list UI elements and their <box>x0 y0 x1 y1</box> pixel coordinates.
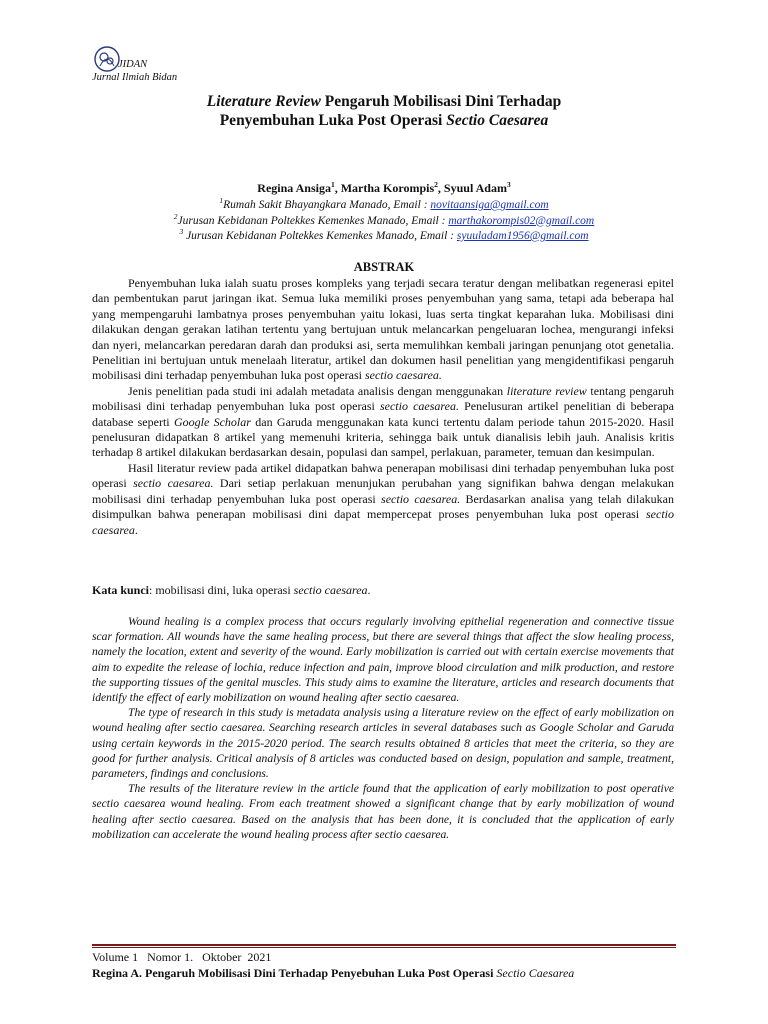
text-run: Penyembuhan luka ialah suatu proses kompleks yang terjadi secara teratur dengan melibatkan regenerasi epitel dan pembentukan parut jaringan ikat. Semua luka memiliki proses penyembuhan yang sama, tetapi ada beberapa hal yang mempengaruhi lambatnya proses penyembuhan yaitu lokasi, luas serta tingkat keparahan luka. Mobilisasi dini dilakukan dengan gerakan latihan tertentu yang bertujuan untuk melancarkan pengeluaran lochea, mengurangi infeksi dan nyeri, melancarkan peredaran darah dan produksi asi, serta memulihkan kembali jaringan penunjang otot genetalia. Penelitian ini bertujuan untuk menelaah literatur, artikel dan dokumen hasil penelitian yang mengidentifikasi pengaruh mobilisasi dini terhadap penyembuhan luka post operasi <box>92 276 674 383</box>
author-sup: 1 <box>330 180 335 189</box>
affiliation-3 <box>0 229 768 245</box>
affiliation-2 <box>0 211 768 230</box>
title-line2: Penyembuhan Luka Post Operasi <box>219 112 447 129</box>
keywords-end: . <box>367 583 371 597</box>
abstract-paragraph <box>92 461 674 538</box>
running-title-italic: Sectio Caesarea <box>496 966 575 980</box>
abstract-heading: ABSTRAK <box>353 260 415 274</box>
text-run: tentang pengaruh mobilisasi dini terhadap penyembuhan luka post operasi <box>92 383 674 414</box>
text-run: Jenis penelitian pada studi ini adalah metadata analisis dengan menggunakan <box>128 383 507 398</box>
abstract-paragraph <box>92 276 674 384</box>
author-name: Martha Korompis <box>340 181 435 195</box>
italic-run: literature review <box>506 383 587 398</box>
author-list <box>0 181 768 196</box>
journal-header <box>92 58 177 84</box>
paper-title <box>0 92 768 130</box>
italic-run: sectio caesarea. <box>379 399 459 414</box>
title-italic-part2: Sectio Caesarea <box>446 112 549 129</box>
text-run: Berdasarkan analisa yang telah dilakukan disimpulkan bahwa penerapan mobilisasi dini dapat mempercepat proses penyembuhan luka post operasi <box>92 491 674 522</box>
abstract-english <box>92 614 674 842</box>
email-link[interactable]: marthakorompis02@gmail.com <box>448 214 595 227</box>
english-paragraph: The results of the literature review in the article found that the application of early mobilization to post operative sectio caesarea wound healing. From each treatment showed a significant change that by early mobilization of wound healing after sectio caesarea. Based on the analysis that has been done, it is concluded that the application of early mobilization can accelerate the wound healing process after sectio caesarea. <box>92 782 674 841</box>
english-paragraph: The type of research in this study is metadata analysis using a literature review on the effect of early mobilization on wound healing after sectio caesarea. Searching research articles in several databases such as Google Scholar and Garuda using certain keywords in the 2015-2020 period. The search results obtained 8 articles that meet the criteria, so they are good for further analysis. Critical analysis of 8 articles was conducted based on design, population and sample, treatment, parameters, findings and conclusions. <box>92 706 674 781</box>
author-name: Regina Ansiga <box>257 181 331 195</box>
running-title-text: Regina A. Pengaruh Mobilisasi Dini Terhadap Penyebuhan Luka Post Operasi <box>92 966 497 980</box>
english-paragraph: Wound healing is a complex process that occurs regularly involving epithelial regeneration and connective tissue scar formation. All wounds have the same healing process, but there are several things that affect the slow healing process, namely the location, extent and severity of the wound. Early mobilization is carried out with certain exercise movements that aim to expedite the release of lochia, reduce infection and pain, improve blood circulation and milk production, and restore the supporting tissues of the genital muscles. This study aims to examine the literature, articles and research documents that identify the effect of early mobilization on wound healing after sectio caesarea. <box>92 615 674 705</box>
affil-sup: 3 <box>179 227 184 237</box>
italic-run: sectio caesarea <box>92 507 674 537</box>
footer-divider-thin <box>92 947 676 948</box>
author-sep: , <box>334 181 341 195</box>
text-run: dan Garuda menggunakan kata kunci tertentu dalam periode tahun 2015-2020. Hasil penelusuran didapatkan 8 artikel yang memenuhi kriteria, sehingga baik untuk dianalisis lebih jauh. Analisis kritis terhadap 8 artikel dilakukan berdasarkan desain, populasi dan sampel, perlakuan, parameter, temuan dan kesimpulan. <box>92 414 675 460</box>
affil-sup: 2 <box>173 211 178 221</box>
footer-divider <box>92 944 676 946</box>
abstract-paragraph <box>92 384 674 461</box>
affil-text: Rumah Sakit Bhayangkara Manado, Email : <box>223 199 431 211</box>
title-line1: Pengaruh Mobilisasi Dini Terhadap <box>320 93 562 110</box>
email-link[interactable]: syuuladam1956@gmail.com <box>456 230 589 242</box>
author-sup: 2 <box>434 180 438 189</box>
affil-text: Jurusan Kebidanan Poltekkes Kemenkes Manado, Email : <box>183 230 457 242</box>
italic-run: sectio caesarea. <box>133 476 214 491</box>
affil-text: Jurusan Kebidanan Poltekkes Kemenkes Manado, Email : <box>177 214 449 227</box>
footer-running-title <box>92 966 574 981</box>
italic-run: sectio caesarea. <box>364 368 442 383</box>
email-link[interactable]: novitaansiga@gmail.com <box>430 199 549 211</box>
keywords <box>92 583 371 598</box>
journal-name: JIDAN <box>118 59 148 70</box>
author-sup: 3 <box>506 180 511 189</box>
affiliation-1 <box>0 198 768 214</box>
affiliations <box>0 198 768 245</box>
keywords-italic: sectio caesarea <box>293 583 368 597</box>
author-name: Syuul Adam <box>443 181 507 195</box>
text-run: Dari setiap perlakuan menunjukan perubahan yang signifikan bahwa dengan melakukan mobilisasi dini terhadap penyembuhan luka post operasi <box>92 476 674 506</box>
italic-run: Google Scholar <box>173 414 251 429</box>
text-run: Hasil literatur review pada artikel didapatkan bahwa penerapan mobilisasi dini terhadap penyembuhan luka post operasi <box>92 460 674 491</box>
keywords-text: : mobilisasi dini, luka operasi <box>149 583 294 597</box>
affil-sup: 1 <box>219 196 224 206</box>
italic-run: sectio caesarea. <box>381 491 461 506</box>
footer-volume: Volume 1 Nomor 1. Oktober 2021 <box>92 950 272 964</box>
text-run: Penelusuran artikel penelitian di beberapa database seperti <box>92 399 674 429</box>
author-sep: , <box>437 181 444 195</box>
title-italic-part: Literature Review <box>206 93 321 110</box>
keywords-label: Kata kunci <box>92 583 150 597</box>
abstract-indonesian <box>92 276 674 538</box>
text-run: . <box>134 522 138 537</box>
journal-full-name: Jurnal Ilmiah Bidan <box>92 72 178 83</box>
